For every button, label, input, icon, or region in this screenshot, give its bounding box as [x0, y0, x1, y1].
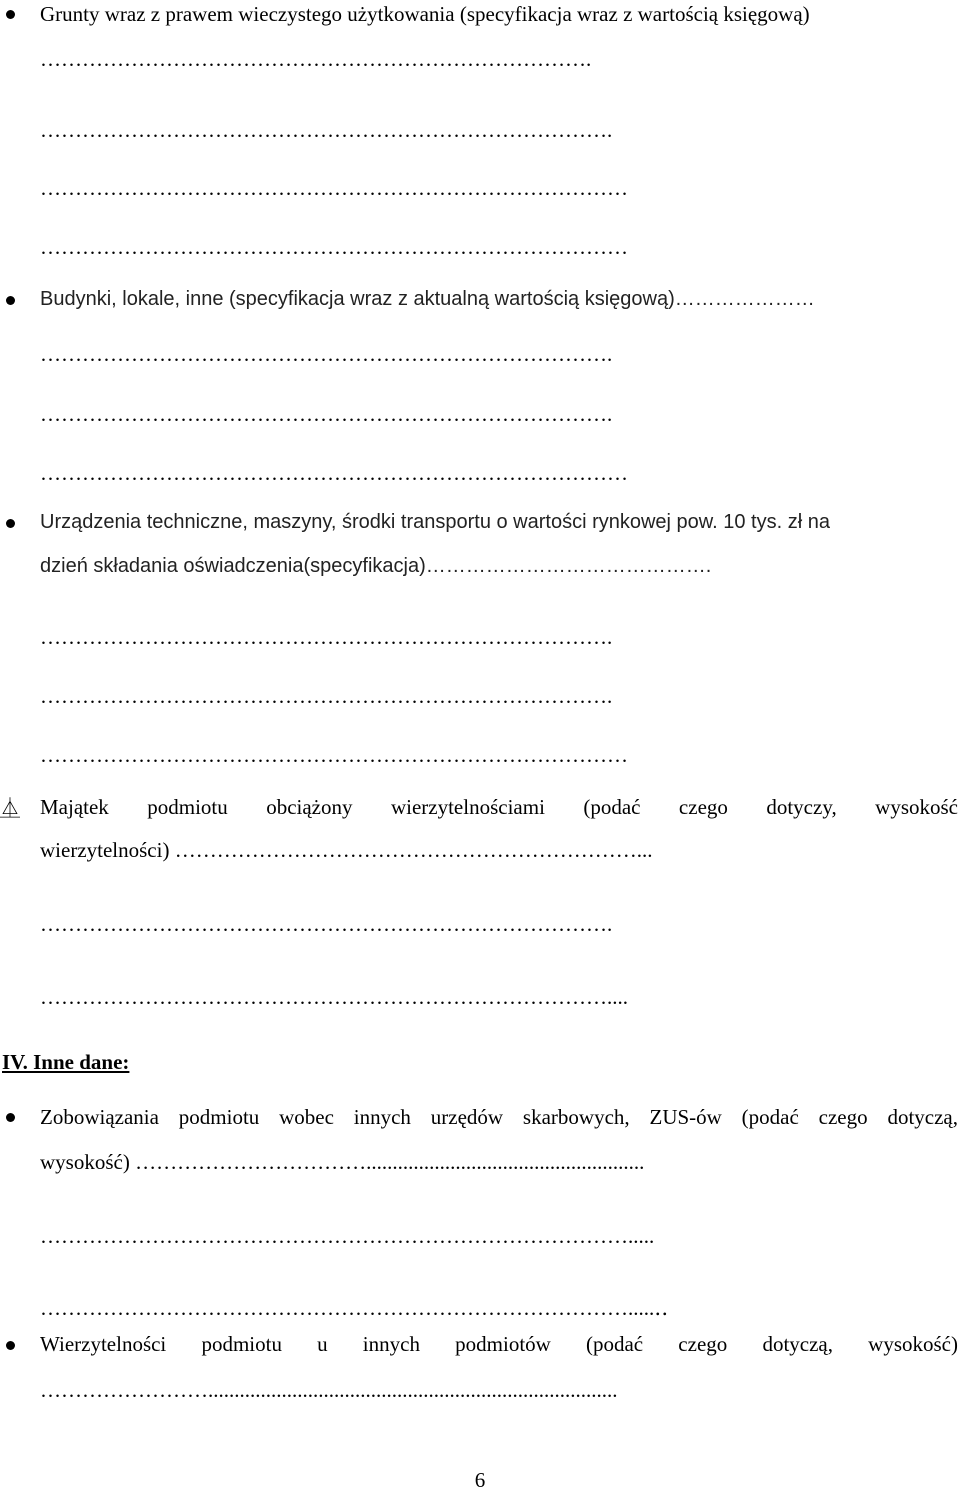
- fill-line: ……………………………………………………………………….: [40, 342, 613, 366]
- fill-line: ……………………………………………………………………….: [40, 625, 613, 649]
- bullet-icon: [6, 1341, 15, 1350]
- fill-line: ………………………………………………………………………....: [40, 985, 628, 1009]
- fill-line: ……………………………………………………………………….: [40, 912, 613, 936]
- item-zobowiazania-text-cont: wysokość) …………………………….....................................................: [40, 1150, 645, 1174]
- fill-line: …………………………………………………………………………: [40, 235, 628, 259]
- page-number: 6: [474, 1468, 486, 1492]
- item-grunty-text: Grunty wraz z prawem wieczystego użytkowania (specyfikacja wraz z wartością księgową): [40, 2, 810, 26]
- item-majatek-text: Majątek podmiotu obciążony wierzytelnościami (podać czego dotyczy, wysokość: [40, 795, 958, 819]
- item-majatek-text-cont: wierzytelności) …………………………………………………………...: [40, 838, 653, 862]
- item-budynki-text: Budynki, lokale, inne (specyfikacja wraz z aktualną wartością księgową)…………………: [40, 288, 815, 310]
- item-urzadzenia-text: Urządzenia techniczne, maszyny, środki transportu o wartości rynkowej pow. 10 tys. zł na: [40, 511, 830, 533]
- fill-line: ……………………………………………………………………….: [40, 402, 613, 426]
- item-urzadzenia-text-cont: dzień składania oświadczenia(specyfikacja)…………………………………….: [40, 555, 712, 577]
- fill-line: …………………………………………………………………………: [40, 176, 628, 200]
- fill-line: ………………………………………………………………………….....‥: [40, 1296, 669, 1320]
- fill-line: …………………………………………………………………….: [40, 47, 592, 71]
- fill-line: ……………………..............................................................................: [40, 1378, 618, 1402]
- bullet-icon: [6, 1113, 15, 1122]
- section-heading: IV. Inne dane:: [2, 1050, 130, 1074]
- item-wierzytelnosci-text: Wierzytelności podmiotu u innych podmiotów (podać czego dotyczą, wysokość): [40, 1332, 958, 1356]
- fill-line: ………………………………………………………………………….....: [40, 1224, 655, 1248]
- fill-line: ……………………………………………………………………….: [40, 118, 613, 142]
- bullet-icon: [6, 296, 15, 305]
- item-zobowiazania-text: Zobowiązania podmiotu wobec innych urzędów skarbowych, ZUS-ów (podać czego dotyczą,: [40, 1105, 958, 1129]
- fill-line: ……………………………………………………………………….: [40, 684, 613, 708]
- bullet-icon: [6, 519, 15, 528]
- triangle-marker-icon: ⏅: [0, 796, 20, 820]
- fill-line: …………………………………………………………………………: [40, 743, 628, 767]
- fill-line: …………………………………………………………………………: [40, 461, 628, 485]
- bullet-icon: [6, 10, 15, 19]
